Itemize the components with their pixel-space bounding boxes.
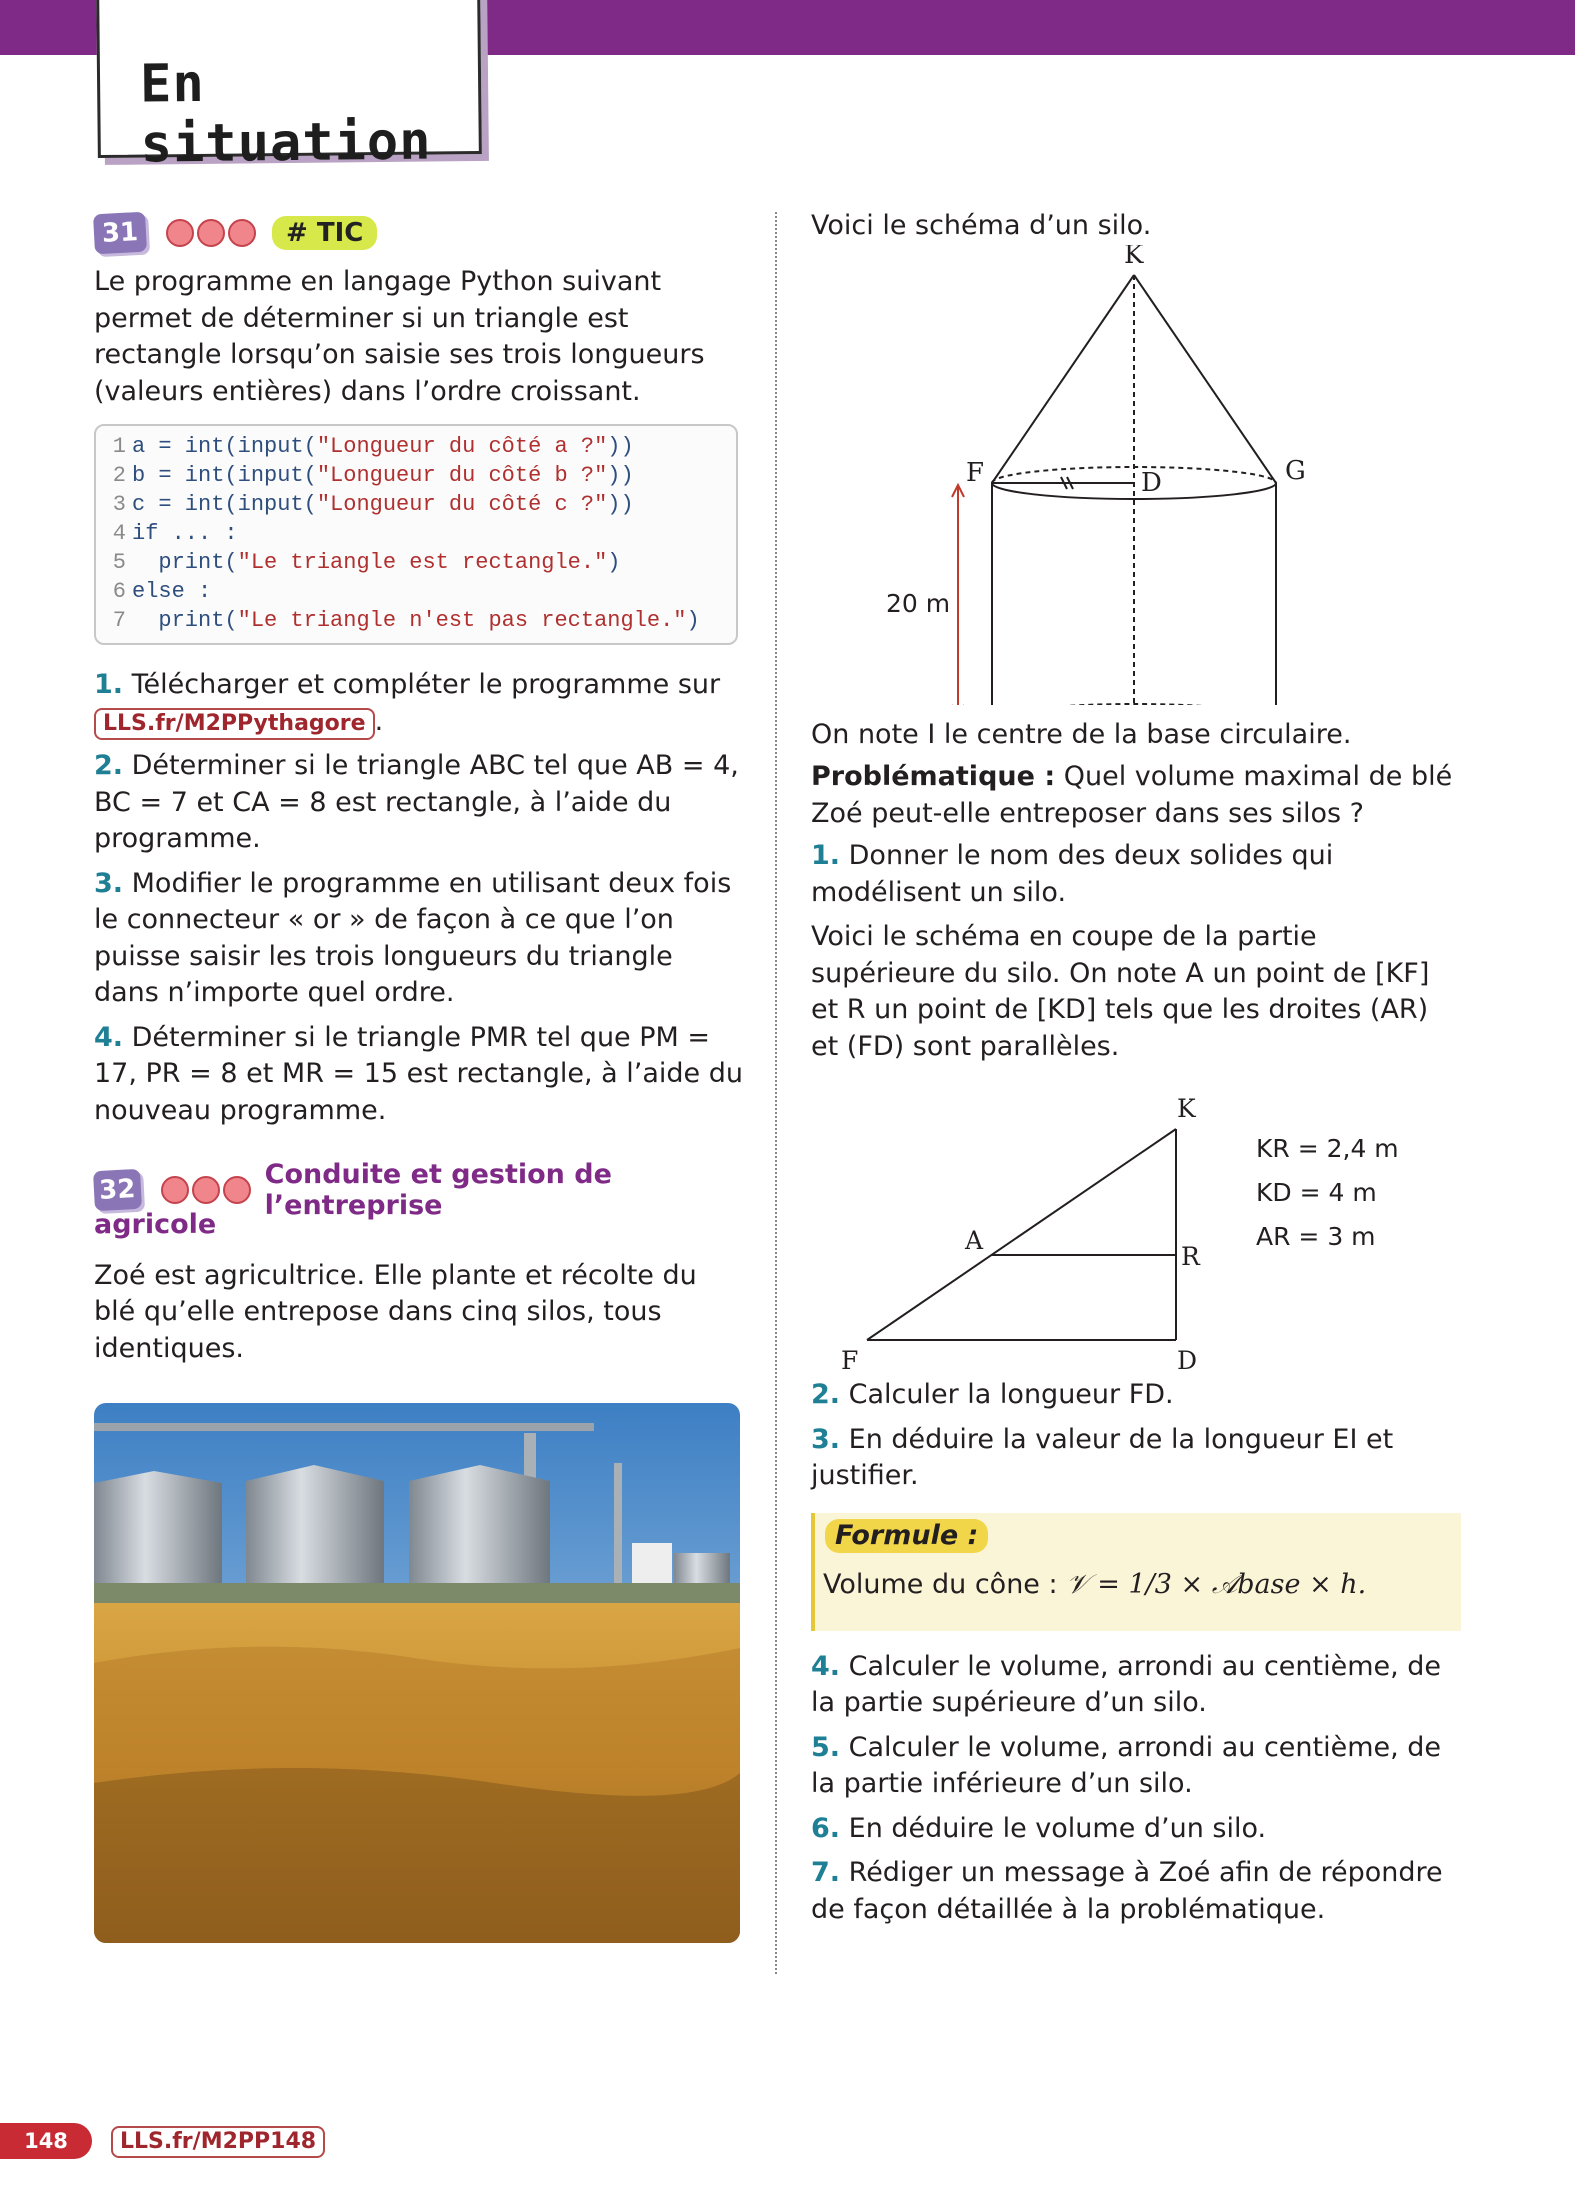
cone-edge-left [992, 275, 1134, 483]
code-line: 2 b = int(input("Longueur du côté b ?")) [112, 463, 634, 488]
question-32-7: 7. Rédiger un message à Zoé afin de répondre de façon détaillée à la problématique. [811, 1857, 1443, 1925]
segment-fk [867, 1129, 1176, 1340]
formula-box [811, 1513, 1461, 1631]
formula-bar [811, 1513, 815, 1631]
code-line: 4 if ... : [112, 521, 238, 546]
problematique: Problématique : Quel volume maximal de blé Zoé peut-elle entreposer dans ses silos ? [811, 761, 1453, 829]
right-column [811, 208, 1461, 1936]
python-code-block [94, 424, 738, 645]
question-31-2: 2. Déterminer si le triangle ABC tel que AB = 4, BC = 7 et CA = 8 est rectangle, à l’aide du programme. [94, 750, 739, 854]
section-title-card [96, 0, 482, 175]
measure-kd: KD = 4 m [1256, 1178, 1377, 1207]
exercise-32-intro: Zoé est agricultrice. Elle plante et récolte du blé qu’elle entrepose dans cinq silos, tous identiques. [94, 1259, 697, 1364]
center-note: On note I le centre de la base circulaire. [811, 718, 1352, 750]
formula-text: Volume du cône : 𝒱 = 1/3 × 𝒜base × h. [823, 1568, 1367, 1600]
label-a: A [965, 1226, 984, 1255]
label-g: G [1285, 455, 1306, 486]
label-r: R [1181, 1242, 1200, 1271]
code-line: 6 else : [112, 579, 212, 604]
silo-intro: Voici le schéma d’un silo. [811, 210, 1152, 241]
question-32-5: 5. Calculer le volume, arrondi au centième, de la partie inférieure d’un silo. [811, 1731, 1442, 1799]
tic-tag: # TIC [272, 216, 377, 250]
section-title: En situation [139, 53, 432, 175]
measure-kr: KR = 2,4 m [1256, 1134, 1399, 1163]
difficulty-dot-icon [228, 219, 256, 247]
exercise-32-title: Conduite et gestion de l’entreprise [264, 1159, 612, 1221]
question-31-1: 1. Télécharger et compléter le programme sur LLS.fr/M2PPythagore . [94, 667, 744, 740]
triangle-diagram [811, 1073, 1461, 1373]
difficulty-dots [166, 219, 256, 247]
page-number: 148 [0, 2123, 92, 2159]
label-d: D [1141, 467, 1162, 498]
code-line: 1 a = int(input("Longueur du côté a ?")) [112, 434, 634, 459]
label-f: F [841, 1346, 859, 1373]
label-f: F [966, 457, 985, 488]
exercise-32-title-cont: agricole [94, 1209, 217, 1240]
bottom-ellipse-back [992, 704, 1276, 705]
difficulty-dot-icon [197, 219, 225, 247]
exercise-31-intro: Le programme en langage Python suivant permet de déterminer si un triangle est rectangle lorsqu’on saisie ses trois longueurs (valeurs entières) dans l’ordre croissant. [94, 266, 705, 407]
section-text: Voici le schéma en coupe de la partie supérieure du silo. On note A un point de [KF] et R un point de [KD] tels que les droites (AR) et (FD) sont parallèles. [811, 921, 1430, 1062]
label-d: D [1177, 1346, 1198, 1373]
label-height: 20 m [886, 588, 951, 618]
label-k: K [1124, 244, 1144, 270]
exercise-31-header [94, 210, 744, 256]
column-divider [775, 212, 777, 1974]
question-31-3: 3. Modifier le programme en utilisant deux fois le connecteur « or » de façon à ce que l’on puisse saisir les trois longueurs du triangle dans n’importe quel ordre. [94, 867, 732, 1008]
difficulty-dot-icon [161, 1176, 189, 1204]
difficulty-dot-icon [166, 219, 194, 247]
silo-diagram [811, 245, 1461, 705]
question-32-6: 6. En déduire le volume d’un silo. [811, 1812, 1267, 1844]
measure-ar: AR = 3 m [1256, 1222, 1376, 1251]
code-line: 5 print("Le triangle est rectangle.") [112, 550, 621, 575]
cone-edge-right [1134, 275, 1276, 483]
silo-wheat-photo [94, 1403, 740, 1943]
code-line: 7 print("Le triangle n'est pas rectangle.") [112, 608, 700, 633]
label-k: K [1177, 1094, 1196, 1123]
difficulty-dots [161, 1176, 251, 1204]
question-32-2: 2. Calculer la longueur FD. [811, 1379, 1174, 1410]
difficulty-dot-icon [192, 1176, 220, 1204]
exercise-number-badge: 32 [93, 1169, 142, 1211]
question-32-4: 4. Calculer le volume, arrondi au centième, de la partie supérieure d’un silo. [811, 1650, 1442, 1718]
question-32-1: 1. Donner le nom des deux solides qui modélisent un silo. [811, 840, 1334, 908]
footer-link[interactable]: LLS.fr/M2PP148 [111, 2126, 325, 2158]
pythagore-link[interactable]: LLS.fr/M2PPythagore [94, 708, 375, 740]
difficulty-dot-icon [223, 1176, 251, 1204]
code-line: 3 c = int(input("Longueur du côté c ?")) [112, 492, 634, 517]
exercise-number-badge: 31 [93, 212, 147, 255]
formula-tag: Formule : [825, 1519, 988, 1553]
question-32-3: 3. En déduire la valeur de la longueur EI et justifier. [811, 1423, 1394, 1491]
question-31-4: 4. Déterminer si le triangle PMR tel que PM = 17, PR = 8 et MR = 15 est rectangle, à l’aide du nouveau programme. [94, 1021, 743, 1126]
left-column [94, 210, 744, 1943]
